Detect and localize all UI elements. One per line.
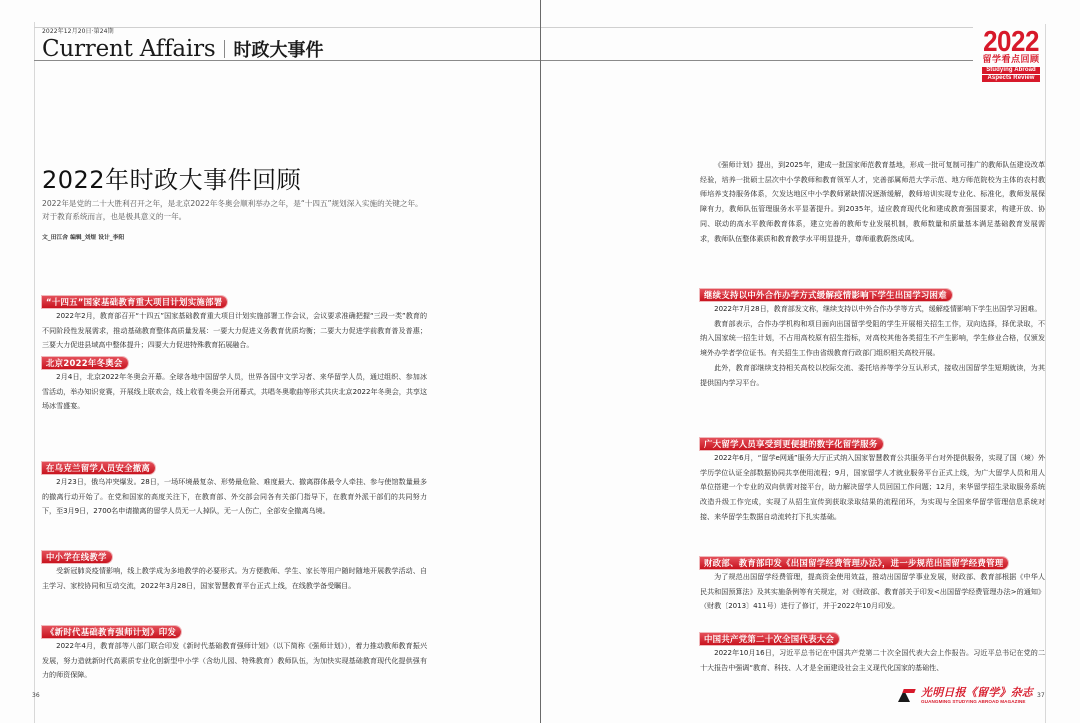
section-paragraph: 受新冠肺炎疫情影响，线上教学成为多地教学的必要形式。为方便教师、学生、家长等用户随时随地开展教学活动、自主学习、家校协同和互动交流，2022年3月28日，国家智慧教育平台正式上线，在线教学备受瞩目。 bbox=[42, 566, 427, 590]
article-lede: 2022年是党的二十大胜利召开之年，是北京2022年冬奥会顺利举办之年，是“十四五”规划深入实施的关键之年。对于教育系统而言，也是极具意义的一年。 bbox=[42, 199, 423, 221]
header-dark-rule-right bbox=[541, 60, 973, 61]
section-header bbox=[42, 36, 323, 62]
section-paragraph: 2022年6月，“留学e网通”服务大厅正式纳入国家智慧教育公共服务平台对外提供服务，实现了国（境）外学历学位认证全部数据协同共享使用流程；9月，国家留学人才就业服务平台正式上线，为广大留学人员和用人单位搭建一个专业的双向供需对接平台，助力解决留学人员回国工作问题；12月，来华留学招生录取服务系统改造升级工作完成，实现了从招生宣传到获取录取结果的流程闭环，为实现与全国来华留学管理信息系统对接、来华留学生数据自动流转打下扎实基础。 bbox=[700, 453, 1045, 521]
section-paragraph: 2月4日，北京2022年冬奥会开幕。全球各地中国留学人员，世界各国中文学习者、来华留学人员，通过组织、参加冰雪活动，举办知识竞赛，开展线上联欢会，线上收看冬奥会开闭幕式，共唱冬奥歌曲等形式共庆北京2022年冬奥会，共享这场冰雪盛宴。 bbox=[42, 372, 427, 411]
section-label: 中国共产党第二十次全国代表大会 bbox=[700, 633, 839, 645]
page-gutter-divider bbox=[540, 0, 541, 723]
section-label: 广大留学人员享受到更便捷的数字化留学服务 bbox=[700, 438, 883, 450]
section-paragraph: 《强师计划》提出，到2025年，建成一批国家师范教育基地，形成一批可复制可推广的教师队伍建设改革经验，培养一批硕士层次中小学教师和教育领军人才，完善部属师范大学示范、地方师范院校为主体的农村教师培养支持服务体系，欠发达地区中小学教师紧缺情况逐渐缓解，教师培训实现专业化、标准化，教师发展保障有力，教师队伍管理服务水平显著提升。到2035年，适应教育现代化和建成教育强国要求，构建开放、协同、联动的高水平教师教育体系，建立完善的教师专业发展机制，教师数量和质量基本满足基础教育发展需求，教师队伍整体素质和教育教学水平明显提升，尊师重教蔚然成风。 bbox=[700, 160, 1045, 243]
section-paragraph: 此外，教育部继续支持相关高校以校际交流、委托培养等学分互认形式，接收出国留学生短期就读，为其提供国内学习平台。 bbox=[700, 362, 1045, 387]
section-paragraph: 2022年7月28日，教育部发文称，继续支持以中外合作办学等方式，缓解疫情影响下学生出国学习困难。 bbox=[714, 304, 1042, 313]
issue-date: 2022年12月20日·第24期 bbox=[42, 28, 114, 35]
section-paragraph: 2022年10月16日，习近平总书记在中国共产党第二十次全国代表大会上作报告。习近平总书记在党的二十大报告中强调“教育、科技、人才是全面建设社会主义现代化国家的基础性、 bbox=[700, 648, 1045, 672]
section-paragraph: 教育部表示，合作办学机构和项目面向出国留学受阻的学生开展相关招生工作，双向选择，择优录取，不纳入国家统一招生计划，不占用高校原有招生指标，对高校其他各类招生不产生影响，学生修业合格，仅颁发境外办学者学位证书。有关招生工作由省级教育行政部门组织相关高校开展。 bbox=[700, 318, 1045, 358]
logo-mark-icon bbox=[895, 689, 917, 703]
section-paragraph: 为了规范出国留学经费管理，提高资金使用效益，推动出国留学事业发展，财政部、教育部根据《中华人民共和国预算法》及其实施条例等有关规定，对《财政部、教育部关于印发<出国留学经费管理办法>的通知》（财教〔2013〕411号）进行了修订，并于2022年10月印发。 bbox=[700, 572, 1045, 611]
section-teacher-plan-continued bbox=[700, 158, 1045, 246]
section-beijing-winter-olympics bbox=[42, 351, 427, 414]
section-label: 在乌克兰留学人员安全撤离 bbox=[42, 462, 155, 474]
badge-line2-en: Aspects Review bbox=[982, 75, 1040, 82]
section-label: 继续支持以中外合作办学方式缓解疫情影响下学生出国学习困难 bbox=[700, 289, 952, 301]
badge-title-cn: 留学看点回顾 bbox=[982, 55, 1040, 65]
section-title-separator bbox=[224, 40, 225, 58]
logo-text-en: GUANGMING STUDYING ABROAD MAGAZINE bbox=[921, 699, 1026, 704]
year-review-badge bbox=[982, 24, 1040, 82]
section-teacher-plan bbox=[42, 620, 427, 683]
badge-year: 2022 bbox=[983, 24, 1039, 58]
section-ukraine-evacuation bbox=[42, 456, 427, 519]
section-funding-regulation bbox=[700, 551, 1045, 614]
magazine-logo bbox=[895, 687, 1033, 705]
left-margin-rule bbox=[34, 22, 35, 723]
section-title-en: Current Affairs bbox=[42, 36, 216, 62]
right-margin-rule bbox=[1045, 24, 1046, 723]
logo-text-cn: 光明日报《留学》杂志 bbox=[921, 686, 1033, 699]
section-paragraph: 2022年4月，教育部等八部门联合印发《新时代基础教育强师计划》（以下简称《强师计划》），着力推动教师教育振兴发展，努力造就新时代高素质专业化创新型中小学（含幼儿园、特殊教育）教师队伍，为加快实现基础教育现代化提供强有力的师资保障。 bbox=[42, 641, 427, 680]
page-number-left: 36 bbox=[32, 692, 40, 699]
section-paragraph: 2022年2月，教育部召开“十四五”国家基础教育重大项目计划实施部署工作会议，会议要求准确把握“三段一类”教育的不同阶段性发展需求，推动基础教育整体高质量发展：一要大力促进义务教育优质均衡；二要大力促进学前教育普及普惠；三要大力促进县域高中整体提升；四要大力促进特殊教育拓展融合。 bbox=[42, 311, 427, 350]
section-title-cn: 时政大事件 bbox=[233, 40, 324, 61]
section-14th-five-year-plan bbox=[42, 290, 427, 353]
section-sino-foreign-cooperation bbox=[700, 283, 1045, 390]
article-title: 2022年时政大事件回顾 bbox=[42, 166, 302, 194]
section-label: “十四五”国家基础教育重大项目计划实施部署 bbox=[42, 296, 227, 308]
section-label: 北京2022年冬奥会 bbox=[42, 357, 128, 369]
section-label: 中小学在线教学 bbox=[42, 551, 112, 563]
section-paragraph: 2月23日，俄乌冲突爆发。28日，一场环境最复杂、形势最危险、难度最大、撤离群体最令人牵挂、参与使馆数量最多的撤离行动开始了。在党和国家的高度关注下，在教育部、外交部会同各有关部门指导下，在教育外派干部们的共同努力下，至3月9日，2700名申请撤离的留学人员无一人掉队，无一人伤亡，全部安全撤离乌境。 bbox=[42, 477, 427, 516]
badge-line1-en: Studying Abroad bbox=[982, 67, 1040, 74]
section-digital-services bbox=[700, 432, 1045, 525]
article-byline: 文_田江舍 编辑_刘煜 设计_李阳 bbox=[42, 235, 125, 241]
page-number-right: 37 bbox=[1037, 692, 1045, 699]
section-20th-congress bbox=[700, 627, 1045, 675]
section-label: 财政部、教育部印发《出国留学经费管理办法》，进一步规范出国留学经费管理 bbox=[700, 557, 1008, 569]
section-label: 《新时代基础教育强师计划》印发 bbox=[42, 626, 181, 638]
section-online-teaching bbox=[42, 545, 427, 593]
header-thin-rule-right bbox=[541, 27, 973, 28]
